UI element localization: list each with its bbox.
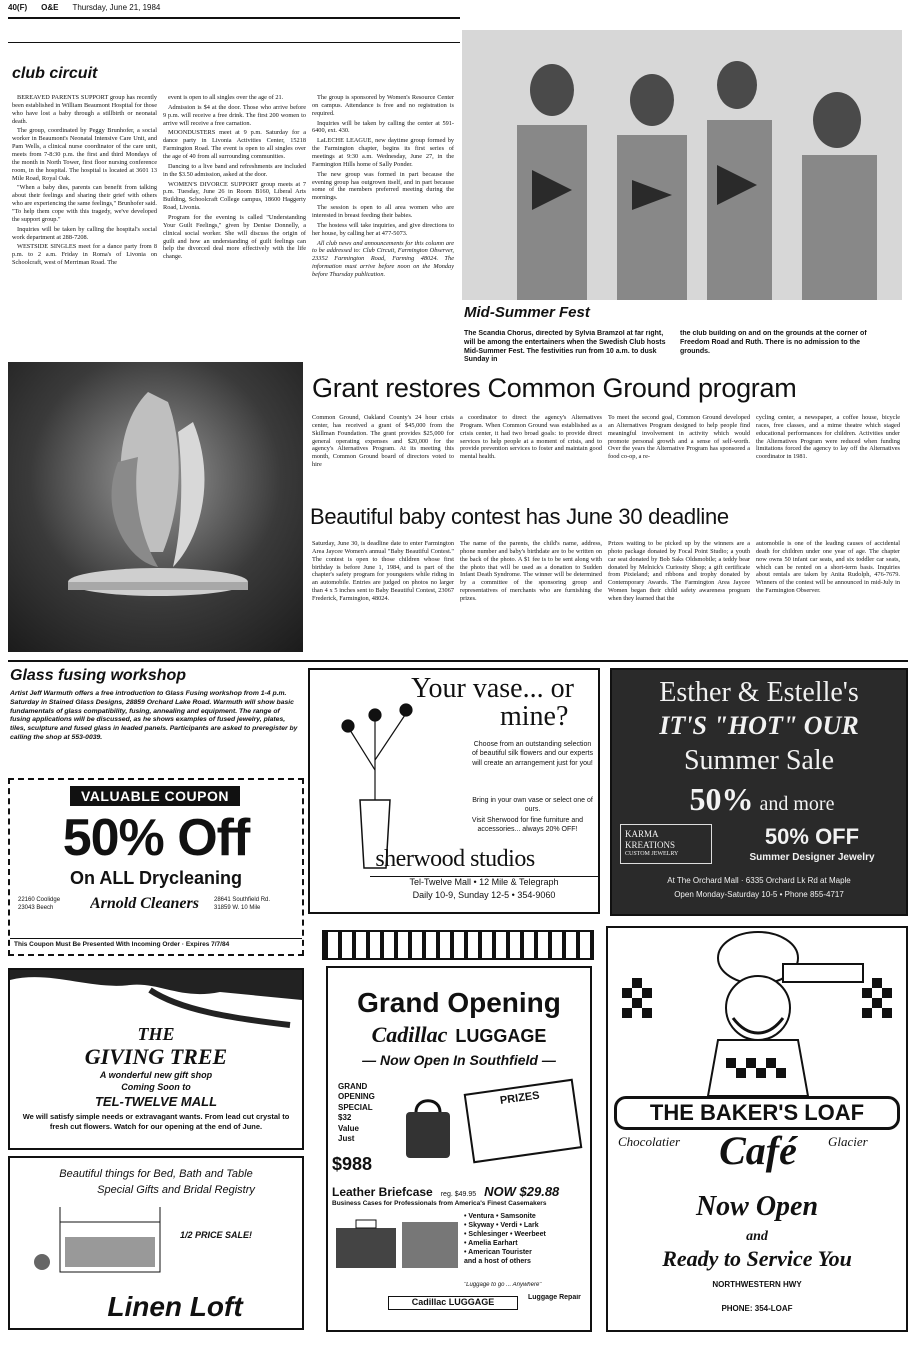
bakers-ready: Ready to Service You xyxy=(662,1246,852,1271)
common-column: a coordinator to direct the agency's Alternatives Program. When Common Ground was established as a crisis center, it had two broad goals: to provide direct services to help people at a moment of crisis, and to provide prevention services to foster and maintain good mental health. xyxy=(460,414,602,461)
club-paragraph: Admission is $4 at the door. Those who arrive before 9 p.m. will receive a free drink. The first 200 women to arrive will receive a free carnation. xyxy=(163,103,306,127)
club-paragraph: "When a baby dies, parents can benefit from talking about their feelings and sharing their grief with others who are experiencing the same feelings," Brunhofer said. "To help them cope with this tragedy, we've developed the support group." xyxy=(12,184,157,223)
special-line: SPECIAL xyxy=(338,1102,373,1112)
flower-vase-illustration xyxy=(330,690,420,870)
karma-name: KARMA KREATIONS xyxy=(625,829,676,850)
bakers-chocolatier: Chocolatier xyxy=(618,1134,681,1149)
bakers-cafe: Café xyxy=(719,1128,797,1173)
briefcase-line xyxy=(332,1184,586,1198)
club-paragraph: Inquiries will be taken by calling the hospital's social work department at 288-7208. xyxy=(12,225,157,241)
esther-estelle-ad xyxy=(610,668,908,916)
special-line: Value xyxy=(338,1123,359,1133)
luggage-grand-opening: Grand Opening xyxy=(357,987,561,1018)
sherwood-footer-1: Tel-Twelve Mall • 12 Mile & Telegraph xyxy=(370,876,598,888)
luggage-illustration xyxy=(332,1212,464,1276)
coupon-address-right xyxy=(214,896,300,926)
sherwood-headline-2: mine? xyxy=(500,702,569,732)
brand-line: • Ventura • Samsonite xyxy=(464,1213,536,1220)
tote-bag-illustration xyxy=(398,1092,458,1162)
brand-line: • American Tourister xyxy=(464,1249,532,1257)
glass-body: Artist Jeff Warmuth offers a free introduction to Glass Fusing workshop from 1-4 p.m. Saturday in Stained Glass Designs, 28859 Orchard Lake Road. Warmuth will show basic fundamentals of glass compatibility, fusing, annealing and equipment. The range of fusing applications will be discussed, as he shows examples of fused jewelry, plates, tiles, sculpture and fused glass in leaded panels. Participants are asked to preregister by calling the shop at 553-0039. xyxy=(10,690,298,742)
coupon-offer: On ALL Drycleaning xyxy=(69,868,243,888)
coupon-discount: 50% Off xyxy=(62,810,250,866)
club-paragraph: WESTSIDE SINGLES meet for a dance party from 8 p.m. to 2 a.m. Friday in Roma's of Livonia on Schoolcraft, west of Merriman Road. The xyxy=(12,243,157,267)
esther-footer-2: Open Monday-Saturday 10-5 • Phone 855-4717 xyxy=(674,890,844,899)
coupon-address: 28641 Southfield Rd. xyxy=(214,897,271,903)
coupon-address: 31859 W. 10 Mile xyxy=(214,905,261,912)
luggage-word: LUGGAGE xyxy=(455,1026,547,1046)
brand-line: • Skyway • Verdi • Lark xyxy=(464,1222,539,1230)
club-paragraph: The group, coordinated by Peggy Brunhofer, a social worker in Beaumont's Neonatal Intensive Care Unit, and Pam Wells, a clinical nurse coordinator of the care unit, meets from 7-8:30 p.m. the first and third Mondays of the month in North Tower, first floor nursing conference room, in the hospital. The hospital is located at 3601 13 Mile Road, Royal Oak. xyxy=(12,127,157,182)
brand-line: • Amelia Earhart xyxy=(464,1240,518,1248)
paper-name: O&E xyxy=(41,3,59,13)
luggage-now-open: — Now Open In Southfield — xyxy=(362,1052,556,1068)
coupon-brand: Arnold Cleaners xyxy=(90,895,199,912)
bakers-now-open: Now Open xyxy=(695,1191,819,1222)
bakers-loaf-name: THE BAKER'S LOAF xyxy=(614,1096,900,1130)
drycleaning-coupon[interactable] xyxy=(8,778,304,956)
baby-contest-headline: Beautiful baby contest has June 30 deadline xyxy=(310,504,729,529)
scandia-chorus-photo xyxy=(462,30,902,300)
club-title: club circuit xyxy=(12,65,98,82)
special-line: GRAND xyxy=(338,1082,368,1091)
baby-column: Saturday, June 30, is deadline date to enter Farmington Area Jaycee Women's annual "Baby Beautiful Contest." The contest is open to those children whose first birthday is before June 1, 1984, and is part of the chapter's safety program for youngsters while riding in an automobile. Entries are judged on photos no larger than 4 x 5 inches sent to Baby Beautiful Contest, 23067 Frederick, Farmington, 48024. xyxy=(312,540,454,603)
bakers-and: and xyxy=(746,1229,768,1244)
common-column: Common Ground, Oakland County's 24 hour crisis center, has received a grant of $45,000 from the Skillman Foundation. The grant provides $25,000 for general operating expenses and $20,000 for the agency's Alternatives Program. At its meeting this month, Common Ground board of directors voted to hire xyxy=(312,414,454,469)
esther-title: Esther & Estelle's xyxy=(659,677,859,708)
club-paragraph: event is open to all singles over the age of 21. xyxy=(168,94,284,101)
coupon-address: 22160 Coolidge xyxy=(18,897,61,903)
esther-percent: 50% xyxy=(689,781,754,817)
esther-footer-1: At The Orchard Mall · 6335 Orchard Lk Rd at Maple xyxy=(667,876,851,885)
tree-subtitle: A wonderful new gift shop xyxy=(99,1070,213,1080)
coupon-address: 23043 Beech xyxy=(18,905,54,912)
club-paragraph: The group is sponsored by Women's Resource Center on campus. Attendance is free and no registration is required. xyxy=(312,94,454,117)
club-paragraph: The hostess will take inquiries, and give directions to her house, by calling her at 477-5073. xyxy=(312,221,454,237)
sherwood-brand: sherwood studios xyxy=(375,846,535,872)
special-price: $988 xyxy=(332,1154,373,1174)
linen-registry: Special Gifts and Bridal Registry xyxy=(97,1184,255,1196)
linen-loft-ad xyxy=(8,1156,304,1330)
coupon-banner: VALUABLE COUPON xyxy=(70,786,240,806)
tree-illustration xyxy=(10,970,302,1030)
esther-summer-sale: Summer Sale xyxy=(683,745,835,776)
glass-title: Glass fusing workshop xyxy=(10,667,187,684)
baby-column: Prizes waiting to be picked up by the winners are a photo package donated by Focal Point Studio; a youth car seat donated by Bob Saks Oldsmobile; a teddy bear donated by Melnick's Curiosity Shop; a gift certificate from Pixieland; and ribbons and trophy donated by Contemporary Awards. The Farmington Area Jaycee Women began their child safety awareness program when they learned that the xyxy=(608,540,750,603)
coupon-address-left xyxy=(18,896,88,926)
luggage-brands xyxy=(464,1212,588,1282)
club-column-3 xyxy=(312,94,454,398)
sherwood-headline-1: Your vase... or xyxy=(411,674,574,704)
tree-mall: TEL-TWELVE MALL xyxy=(94,1094,218,1109)
fest-caption: The Scandia Chorus, directed by Sylvia Bramzol at far right, will be among the entertainers when the Swedish Club hosts Mid-Summer Fest. The festivities run from 10 a.m. to dusk Sunday in xyxy=(464,330,666,364)
bedroom-illustration xyxy=(30,1202,180,1282)
linen-sale: 1/2 PRICE SALE! xyxy=(180,1230,253,1240)
briefcase-label: Leather Briefcase xyxy=(332,1185,433,1198)
tree-title-the: THE xyxy=(137,1024,175,1044)
giving-tree-ad xyxy=(8,968,304,1150)
club-column-2 xyxy=(163,94,306,356)
section-rule xyxy=(8,660,908,662)
sherwood-body-1: Choose from an outstanding selection of beautiful silk flowers and our experts will create an arrangement just for you! xyxy=(471,741,593,767)
bakers-glacier: Glacier xyxy=(828,1134,868,1149)
club-paragraph: The new group was formed in part because the evening group has outgrown itself, and in part because some of the members preferred meeting during the mornings. xyxy=(312,170,454,202)
baby-column: The name of the parents, the child's name, address, phone number and baby's birthdate are to be written on the back of the photo. A $1 fee is to be sent along with the photo that will be used as a donation to Sudden Infant Death Syndrome. The winner will be determined by a committee of the sponsoring group and representatives of merchants who are furnishing the prizes. xyxy=(460,540,602,603)
baby-column: automobile is one of the leading causes of accidental death for children under one year of age. The chapter now owns 50 infant car seats, and six toddler car seats, which can be rented on a short-term basis. Inquiries about rentals are taken by Anita Rudolph, 476-7679. Winners of the contest will be announced in mid-July in the Farmington Observer. xyxy=(756,540,900,595)
glass-sculpture-photo xyxy=(8,362,303,652)
sherwood-ad xyxy=(308,668,600,914)
fest-caption-cont: the club building on and on the grounds at the corner of Freedom Road and Ruth. There is no admission to the grounds. xyxy=(680,330,867,355)
cadillac-luggage-ad xyxy=(326,966,592,1332)
special-line: Just xyxy=(338,1133,355,1143)
karma-subtitle: CUSTOM JEWELRY xyxy=(625,850,679,857)
club-paragraph: WOMEN'S DIVORCE SUPPORT group meets at 7 p.m. Tuesday, June 26 in Room B160, Liberal Arts Building, Schoolcraft College campus, 18600 Haggerty Road, Livonia. xyxy=(163,180,306,212)
club-rule xyxy=(8,42,460,43)
bakers-loaf-ad xyxy=(606,926,908,1332)
brand-line: • Schlesinger • Weerbeet xyxy=(464,1231,546,1239)
bakers-phone: PHONE: 354-LOAF xyxy=(721,1304,793,1313)
club-column-1 xyxy=(12,94,157,356)
jewelry-discount: 50% OFF xyxy=(764,824,860,849)
linen-brand: Linen Loft xyxy=(107,1291,243,1322)
linen-tagline: Beautiful things for Bed, Bath and Table xyxy=(59,1168,253,1180)
club-paragraph: All club news and announcements for this column are to be addressed to: Club Circuit, Farmington Observer, 23352 Farmington Road, Farming 48024. The information must arrive before noon on the Monday before Thursday publication. xyxy=(312,239,454,279)
luggage-anywhere: "Luggage to go ... Anywhere" xyxy=(464,1282,542,1288)
ornamental-border xyxy=(322,930,594,960)
esther-hot-line: IT'S "HOT" OUR xyxy=(659,711,859,740)
club-paragraph: The session is open to all area women who are interested in breast feeding their babies. xyxy=(312,204,454,220)
luggage-brand-line xyxy=(328,1022,590,1050)
briefcase-regular: reg. $49.95 xyxy=(440,1191,477,1198)
issue-date: Thursday, June 21, 1984 xyxy=(72,3,161,13)
coupon-footer: This Coupon Must Be Presented With Incoming Order · Expires 7/7/84 xyxy=(10,938,302,952)
club-paragraph: MOONDUSTERS meet at 9 p.m. Saturday for a dance party in Livonia Activities Center, 15218 Farmington Road. The event is open to all singles over the age of 40 from all surrounding communities. xyxy=(163,129,306,161)
common-column: To meet the second goal, Common Ground developed an Alternatives Program designed to help people find meaningful involvement in activity which would promote personal growth and a sense of self-worth. Over the years the Alternative Program has sponsored a food co-op, a re- xyxy=(608,414,750,461)
club-paragraph: LaLECHE LEAGUE, new daytime group formed by the Farmington chapter, begins its first series of meetings at 9:30 a.m. Wednesday, June 27, in the Farmington Hills home of Sally Ponder. xyxy=(312,137,454,168)
club-paragraph: Inquiries will be taken by calling the center at 591-6400, ext. 430. xyxy=(312,119,454,135)
common-column: cycling center, a newspaper, a coffee house, bicycle races, free classes, and a mime theatre which staged educational performances for children. Activities under the Alternatives Program were reduced when funding limitations forced the agency to lay off the Alternatives coordinator in 1981. xyxy=(756,414,900,461)
special-line: OPENING xyxy=(338,1092,375,1102)
header-rule xyxy=(8,17,460,19)
sherwood-body-2: Bring in your own vase or select one of ours. xyxy=(472,797,593,814)
page-header xyxy=(8,0,908,16)
club-paragraph: Program for the evening is called "Understanding Your Guilt Feelings," given by Denise Donnelly, a clinical social worker. She will discuss the origin of guilt and how an understanding of guilt feelings can help the divorced deal more effectively with the life change. xyxy=(163,214,306,261)
jewelry-label: Summer Designer Jewelry xyxy=(749,852,875,863)
common-ground-headline: Grant restores Common Ground program xyxy=(312,373,797,403)
luggage-brand: Cadillac xyxy=(371,1022,448,1047)
fest-title: Mid-Summer Fest xyxy=(464,304,590,321)
bakers-address: NORTHWESTERN HWY xyxy=(712,1280,802,1289)
luggage-special xyxy=(338,1082,398,1162)
luggage-cases: Business Cases for Professionals from America's Finest Casemakers xyxy=(332,1200,547,1207)
club-paragraph: Dancing to a live band and refreshments are included in the $3.50 admission, asked at the door. xyxy=(163,162,306,178)
tree-coming-soon: Coming Soon to xyxy=(121,1082,191,1092)
tree-body: We will satisfy simple needs or extravagant wants. From lead cut crystal to fresh cut flowers. Watch for our opening at the end of June. xyxy=(22,1112,290,1131)
esther-discount xyxy=(652,780,872,820)
karma-logo xyxy=(620,824,712,864)
luggage-repair: Luggage Repair xyxy=(528,1294,581,1301)
page-number: 40(F) xyxy=(8,3,28,13)
sherwood-footer-2: Daily 10-9, Sunday 12-5 • 354-9060 xyxy=(412,890,556,900)
briefcase-now: NOW $29.88 xyxy=(484,1184,560,1198)
special-line: $32 xyxy=(338,1113,352,1123)
chef-illustration xyxy=(608,928,906,1096)
tree-title: GIVING TREE xyxy=(84,1044,228,1068)
sherwood-body-3: Visit Sherwood for fine furniture and accessories... always 20% OFF! xyxy=(471,817,584,834)
club-paragraph: BEREAVED PARENTS SUPPORT group has recently been established in William Beaumont Hospital for those who have lost a baby through a stillbirth or neonatal death. xyxy=(12,94,157,125)
luggage-store: Cadillac LUGGAGE xyxy=(388,1296,518,1310)
brand-line: and a host of others xyxy=(464,1258,531,1266)
prizes-badge: PRIZES xyxy=(464,1079,583,1164)
esther-and-more: and more xyxy=(759,793,835,815)
